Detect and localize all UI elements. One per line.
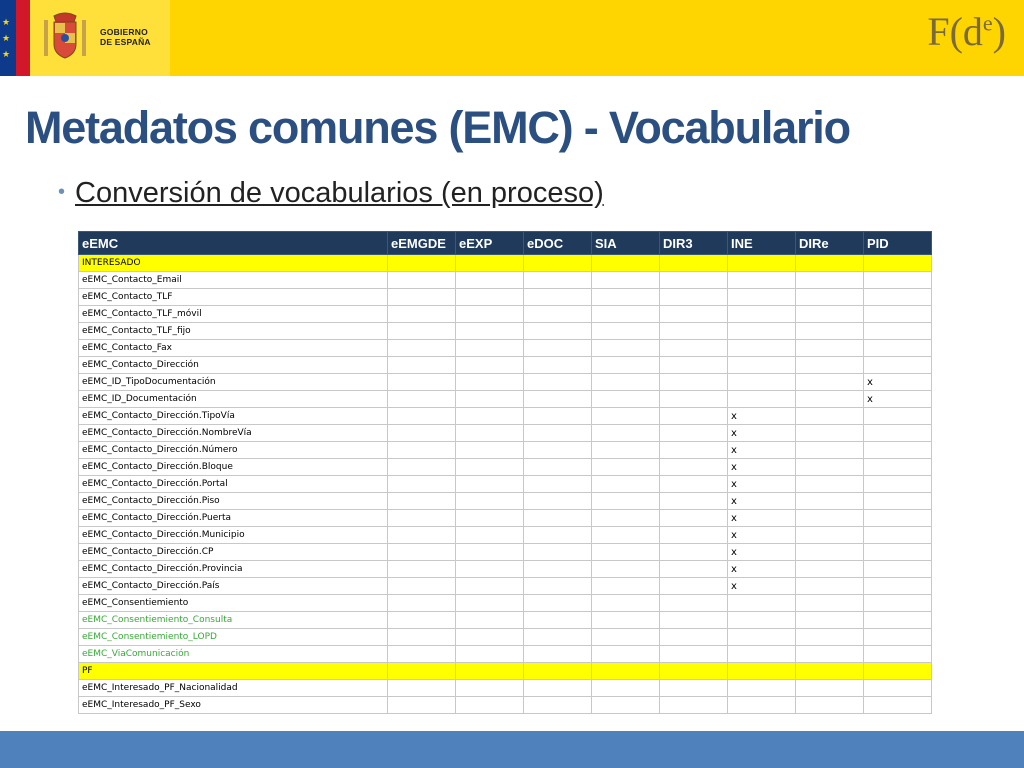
mapping-cell: x <box>728 578 796 595</box>
eu-flag-icon: ★ ★ ★ <box>0 0 16 76</box>
mapping-cell <box>592 663 660 680</box>
fde-logo-sup: e <box>982 10 993 36</box>
mapping-cell <box>456 680 524 697</box>
mapping-cell <box>388 357 456 374</box>
mapping-cell <box>524 510 592 527</box>
mapping-cell <box>660 527 728 544</box>
mapping-cell <box>796 578 864 595</box>
table-row <box>79 459 932 476</box>
metadata-name-cell: eEMC_Contacto_Dirección.TipoVía <box>79 408 388 425</box>
mapping-cell <box>796 408 864 425</box>
metadata-name-cell: eEMC_Contacto_Dirección.Puerta <box>79 510 388 527</box>
mapping-cell <box>796 595 864 612</box>
mapping-cell <box>524 391 592 408</box>
mapping-cell <box>864 323 932 340</box>
mapping-cell <box>456 510 524 527</box>
mapping-cell <box>660 663 728 680</box>
mapping-cell <box>592 561 660 578</box>
mapping-cell <box>592 272 660 289</box>
mapping-cell <box>728 272 796 289</box>
mapping-cell <box>524 595 592 612</box>
mapping-cell <box>524 255 592 272</box>
mapping-cell <box>728 697 796 714</box>
metadata-name-cell: eEMC_Contacto_Dirección.Bloque <box>79 459 388 476</box>
mapping-cell <box>456 612 524 629</box>
mapping-cell <box>388 646 456 663</box>
mapping-cell <box>864 697 932 714</box>
mapping-cell <box>456 391 524 408</box>
mapping-cell <box>796 289 864 306</box>
table-row <box>79 323 932 340</box>
mapping-cell <box>524 646 592 663</box>
mapping-cell <box>796 697 864 714</box>
mapping-cell <box>728 391 796 408</box>
mapping-cell <box>864 561 932 578</box>
mapping-cell <box>524 561 592 578</box>
mapping-cell: x <box>728 425 796 442</box>
coat-of-arms-icon <box>40 10 90 64</box>
table-body <box>79 255 932 714</box>
table-row <box>79 578 932 595</box>
mapping-cell <box>592 612 660 629</box>
mapping-cell <box>728 323 796 340</box>
mapping-cell: x <box>728 510 796 527</box>
table-row <box>79 255 932 272</box>
mapping-cell <box>864 357 932 374</box>
metadata-name-cell: INTERESADO <box>79 255 388 272</box>
mapping-cell: x <box>728 561 796 578</box>
mapping-cell <box>864 527 932 544</box>
metadata-name-cell: eEMC_Contacto_Dirección.Portal <box>79 476 388 493</box>
metadata-name-cell: eEMC_Contacto_Fax <box>79 340 388 357</box>
mapping-cell <box>796 374 864 391</box>
mapping-cell <box>524 459 592 476</box>
footer-bar <box>0 731 1024 768</box>
mapping-cell <box>456 578 524 595</box>
mapping-cell <box>796 255 864 272</box>
mapping-cell <box>864 612 932 629</box>
mapping-cell <box>864 493 932 510</box>
mapping-cell <box>524 680 592 697</box>
mapping-cell <box>728 255 796 272</box>
mapping-cell <box>456 595 524 612</box>
mapping-cell <box>592 442 660 459</box>
metadata-name-cell: eEMC_Interesado_PF_Nacionalidad <box>79 680 388 697</box>
mapping-cell <box>456 425 524 442</box>
mapping-cell <box>388 340 456 357</box>
mapping-cell <box>388 629 456 646</box>
mapping-cell <box>864 510 932 527</box>
mapping-cell: x <box>728 442 796 459</box>
mapping-cell <box>796 527 864 544</box>
mapping-cell <box>388 272 456 289</box>
column-header: DIRe <box>796 232 864 255</box>
mapping-cell: x <box>728 527 796 544</box>
mapping-cell <box>524 629 592 646</box>
fde-logo-main: F(d <box>927 9 983 54</box>
mapping-cell <box>524 323 592 340</box>
mapping-cell <box>660 612 728 629</box>
mapping-cell <box>456 663 524 680</box>
mapping-cell <box>660 578 728 595</box>
metadata-name-cell: eEMC_Consentiemiento <box>79 595 388 612</box>
mapping-cell <box>524 578 592 595</box>
table-row <box>79 527 932 544</box>
fde-logo-close: ) <box>992 9 1006 54</box>
metadata-name-cell: eEMC_Contacto_TLF_móvil <box>79 306 388 323</box>
mapping-cell <box>864 408 932 425</box>
mapping-cell <box>660 629 728 646</box>
mapping-cell <box>660 289 728 306</box>
mapping-cell <box>524 272 592 289</box>
mapping-cell <box>660 544 728 561</box>
mapping-cell <box>660 357 728 374</box>
mapping-cell <box>660 459 728 476</box>
mapping-cell <box>388 578 456 595</box>
mapping-cell <box>456 459 524 476</box>
mapping-cell <box>660 306 728 323</box>
mapping-cell <box>796 340 864 357</box>
mapping-cell <box>796 544 864 561</box>
mapping-cell <box>864 646 932 663</box>
metadata-name-cell: eEMC_ID_Documentación <box>79 391 388 408</box>
metadata-name-cell: eEMC_Contacto_Dirección.NombreVía <box>79 425 388 442</box>
bullet-item <box>58 177 604 210</box>
mapping-cell <box>524 425 592 442</box>
mapping-cell <box>456 374 524 391</box>
mapping-cell <box>592 357 660 374</box>
mapping-cell <box>524 408 592 425</box>
mapping-cell <box>864 425 932 442</box>
metadata-name-cell: PF <box>79 663 388 680</box>
mapping-cell <box>796 425 864 442</box>
mapping-cell <box>524 697 592 714</box>
mapping-cell <box>456 272 524 289</box>
mapping-cell: x <box>864 391 932 408</box>
metadata-name-cell: eEMC_Contacto_Dirección.Municipio <box>79 527 388 544</box>
fde-logo <box>927 8 1006 55</box>
mapping-cell <box>796 663 864 680</box>
mapping-cell <box>592 493 660 510</box>
table-row <box>79 493 932 510</box>
metadata-name-cell: eEMC_Contacto_Dirección <box>79 357 388 374</box>
mapping-cell <box>864 680 932 697</box>
mapping-cell <box>456 408 524 425</box>
mapping-cell <box>388 408 456 425</box>
flag-stripe <box>16 0 30 76</box>
table-row <box>79 612 932 629</box>
mapping-cell <box>388 374 456 391</box>
mapping-cell <box>524 289 592 306</box>
table-row <box>79 408 932 425</box>
mapping-cell <box>728 663 796 680</box>
metadata-name-cell: eEMC_Contacto_Dirección.País <box>79 578 388 595</box>
metadata-name-cell: eEMC_Contacto_Dirección.Número <box>79 442 388 459</box>
column-header: DIR3 <box>660 232 728 255</box>
mapping-cell <box>660 425 728 442</box>
mapping-cell <box>796 442 864 459</box>
mapping-cell <box>388 459 456 476</box>
mapping-cell <box>592 391 660 408</box>
table-row <box>79 442 932 459</box>
table-row <box>79 544 932 561</box>
mapping-cell <box>592 510 660 527</box>
mapping-cell <box>592 425 660 442</box>
column-header: eDOC <box>524 232 592 255</box>
mapping-cell <box>388 663 456 680</box>
government-name <box>100 27 151 47</box>
mapping-cell <box>796 612 864 629</box>
mapping-cell <box>796 561 864 578</box>
mapping-cell <box>388 680 456 697</box>
mapping-cell <box>388 289 456 306</box>
mapping-cell <box>388 476 456 493</box>
mapping-cell <box>456 442 524 459</box>
mapping-cell <box>660 272 728 289</box>
mapping-cell <box>456 476 524 493</box>
mapping-cell <box>660 323 728 340</box>
mapping-cell <box>660 408 728 425</box>
mapping-cell <box>456 544 524 561</box>
mapping-cell <box>660 680 728 697</box>
table-header-row <box>79 232 932 255</box>
mapping-cell <box>592 578 660 595</box>
mapping-cell <box>592 255 660 272</box>
table-row <box>79 340 932 357</box>
mapping-cell <box>864 663 932 680</box>
mapping-cell <box>864 255 932 272</box>
table-row <box>79 510 932 527</box>
column-header: INE <box>728 232 796 255</box>
mapping-cell <box>796 476 864 493</box>
mapping-cell <box>864 459 932 476</box>
mapping-cell <box>456 306 524 323</box>
vocabulary-table <box>78 231 932 714</box>
bullet-link[interactable]: Conversión de vocabularios (en proceso) <box>75 177 604 209</box>
mapping-cell <box>456 493 524 510</box>
mapping-cell <box>456 289 524 306</box>
metadata-name-cell: eEMC_Contacto_Dirección.Provincia <box>79 561 388 578</box>
mapping-cell <box>592 595 660 612</box>
mapping-cell <box>864 595 932 612</box>
mapping-cell: x <box>728 493 796 510</box>
mapping-cell <box>524 374 592 391</box>
metadata-name-cell: eEMC_Contacto_TLF_fijo <box>79 323 388 340</box>
mapping-cell <box>456 527 524 544</box>
mapping-cell <box>456 697 524 714</box>
mapping-cell <box>456 629 524 646</box>
mapping-cell <box>524 527 592 544</box>
mapping-cell <box>388 442 456 459</box>
mapping-cell <box>796 510 864 527</box>
mapping-cell <box>388 697 456 714</box>
mapping-cell <box>592 476 660 493</box>
column-header: eEXP <box>456 232 524 255</box>
mapping-cell <box>592 374 660 391</box>
mapping-cell <box>524 612 592 629</box>
mapping-cell <box>728 646 796 663</box>
gov-line-2: DE ESPAÑA <box>100 37 151 47</box>
mapping-cell <box>388 391 456 408</box>
mapping-cell <box>864 476 932 493</box>
mapping-cell <box>592 527 660 544</box>
mapping-cell <box>864 306 932 323</box>
mapping-cell <box>864 578 932 595</box>
mapping-cell <box>796 306 864 323</box>
gov-line-1: GOBIERNO <box>100 27 148 37</box>
mapping-cell <box>388 306 456 323</box>
mapping-cell: x <box>728 544 796 561</box>
mapping-cell <box>728 595 796 612</box>
mapping-cell <box>728 306 796 323</box>
mapping-cell <box>660 391 728 408</box>
mapping-cell <box>592 459 660 476</box>
mapping-cell <box>796 357 864 374</box>
column-header: eEMC <box>79 232 388 255</box>
metadata-name-cell: eEMC_ViaComunicación <box>79 646 388 663</box>
mapping-cell <box>388 493 456 510</box>
table-row <box>79 595 932 612</box>
mapping-cell <box>456 255 524 272</box>
table-row <box>79 289 932 306</box>
mapping-cell <box>456 561 524 578</box>
mapping-cell <box>796 646 864 663</box>
mapping-cell <box>796 493 864 510</box>
table-row <box>79 272 932 289</box>
mapping-cell <box>728 340 796 357</box>
metadata-name-cell: eEMC_Contacto_Email <box>79 272 388 289</box>
column-header: PID <box>864 232 932 255</box>
mapping-cell <box>660 476 728 493</box>
mapping-cell <box>864 340 932 357</box>
mapping-cell <box>524 306 592 323</box>
metadata-name-cell: eEMC_Contacto_TLF <box>79 289 388 306</box>
metadata-name-cell: eEMC_Contacto_Dirección.Piso <box>79 493 388 510</box>
mapping-cell <box>796 680 864 697</box>
mapping-cell <box>524 340 592 357</box>
mapping-cell <box>388 595 456 612</box>
mapping-cell <box>864 289 932 306</box>
table-row <box>79 561 932 578</box>
mapping-cell <box>728 629 796 646</box>
mapping-cell <box>660 374 728 391</box>
bullet-dot-icon: • <box>58 181 66 203</box>
mapping-cell <box>388 255 456 272</box>
column-header: eEMGDE <box>388 232 456 255</box>
column-header: SIA <box>592 232 660 255</box>
table-row <box>79 663 932 680</box>
mapping-cell <box>796 459 864 476</box>
mapping-cell <box>592 629 660 646</box>
mapping-cell <box>592 646 660 663</box>
mapping-cell <box>796 629 864 646</box>
mapping-cell <box>864 272 932 289</box>
mapping-cell: x <box>864 374 932 391</box>
mapping-cell <box>592 340 660 357</box>
mapping-cell <box>524 442 592 459</box>
mapping-cell <box>388 612 456 629</box>
mapping-cell: x <box>728 476 796 493</box>
mapping-cell <box>660 255 728 272</box>
metadata-name-cell: eEMC_Contacto_Dirección.CP <box>79 544 388 561</box>
mapping-cell <box>592 408 660 425</box>
mapping-cell <box>388 527 456 544</box>
mapping-cell <box>388 323 456 340</box>
mapping-cell <box>592 289 660 306</box>
mapping-cell <box>660 561 728 578</box>
table-row <box>79 374 932 391</box>
table-row <box>79 646 932 663</box>
mapping-cell <box>864 629 932 646</box>
mapping-cell <box>592 306 660 323</box>
mapping-cell: x <box>728 459 796 476</box>
metadata-name-cell: eEMC_Consentiemiento_Consulta <box>79 612 388 629</box>
mapping-cell <box>728 357 796 374</box>
mapping-cell <box>524 663 592 680</box>
table-row <box>79 425 932 442</box>
mapping-cell <box>456 340 524 357</box>
mapping-cell <box>660 340 728 357</box>
mapping-cell <box>388 561 456 578</box>
mapping-cell <box>660 697 728 714</box>
mapping-cell <box>660 442 728 459</box>
mapping-cell <box>728 374 796 391</box>
mapping-cell <box>456 646 524 663</box>
metadata-name-cell: eEMC_Consentiemiento_LOPD <box>79 629 388 646</box>
table-row <box>79 391 932 408</box>
slide-title: Metadatos comunes (EMC) - Vocabulario <box>25 102 850 153</box>
mapping-cell <box>388 544 456 561</box>
table-row <box>79 629 932 646</box>
mapping-cell <box>728 289 796 306</box>
mapping-cell <box>456 323 524 340</box>
mapping-cell <box>660 493 728 510</box>
mapping-cell <box>524 476 592 493</box>
table-row <box>79 680 932 697</box>
metadata-name-cell: eEMC_Interesado_PF_Sexo <box>79 697 388 714</box>
header-bar <box>0 0 1024 76</box>
mapping-cell <box>728 612 796 629</box>
table-row <box>79 476 932 493</box>
table-row <box>79 697 932 714</box>
table-row <box>79 357 932 374</box>
table-row <box>79 306 932 323</box>
mapping-cell <box>728 680 796 697</box>
mapping-cell <box>592 680 660 697</box>
mapping-cell <box>592 544 660 561</box>
mapping-cell <box>388 425 456 442</box>
mapping-cell <box>864 544 932 561</box>
mapping-cell <box>796 323 864 340</box>
mapping-cell <box>524 544 592 561</box>
mapping-cell <box>592 697 660 714</box>
mapping-cell: x <box>728 408 796 425</box>
mapping-cell <box>796 272 864 289</box>
metadata-name-cell: eEMC_ID_TipoDocumentación <box>79 374 388 391</box>
mapping-cell <box>592 323 660 340</box>
mapping-cell <box>524 357 592 374</box>
mapping-cell <box>660 510 728 527</box>
mapping-cell <box>864 442 932 459</box>
mapping-cell <box>456 357 524 374</box>
mapping-cell <box>796 391 864 408</box>
mapping-cell <box>660 595 728 612</box>
mapping-cell <box>660 646 728 663</box>
mapping-cell <box>524 493 592 510</box>
mapping-cell <box>388 510 456 527</box>
